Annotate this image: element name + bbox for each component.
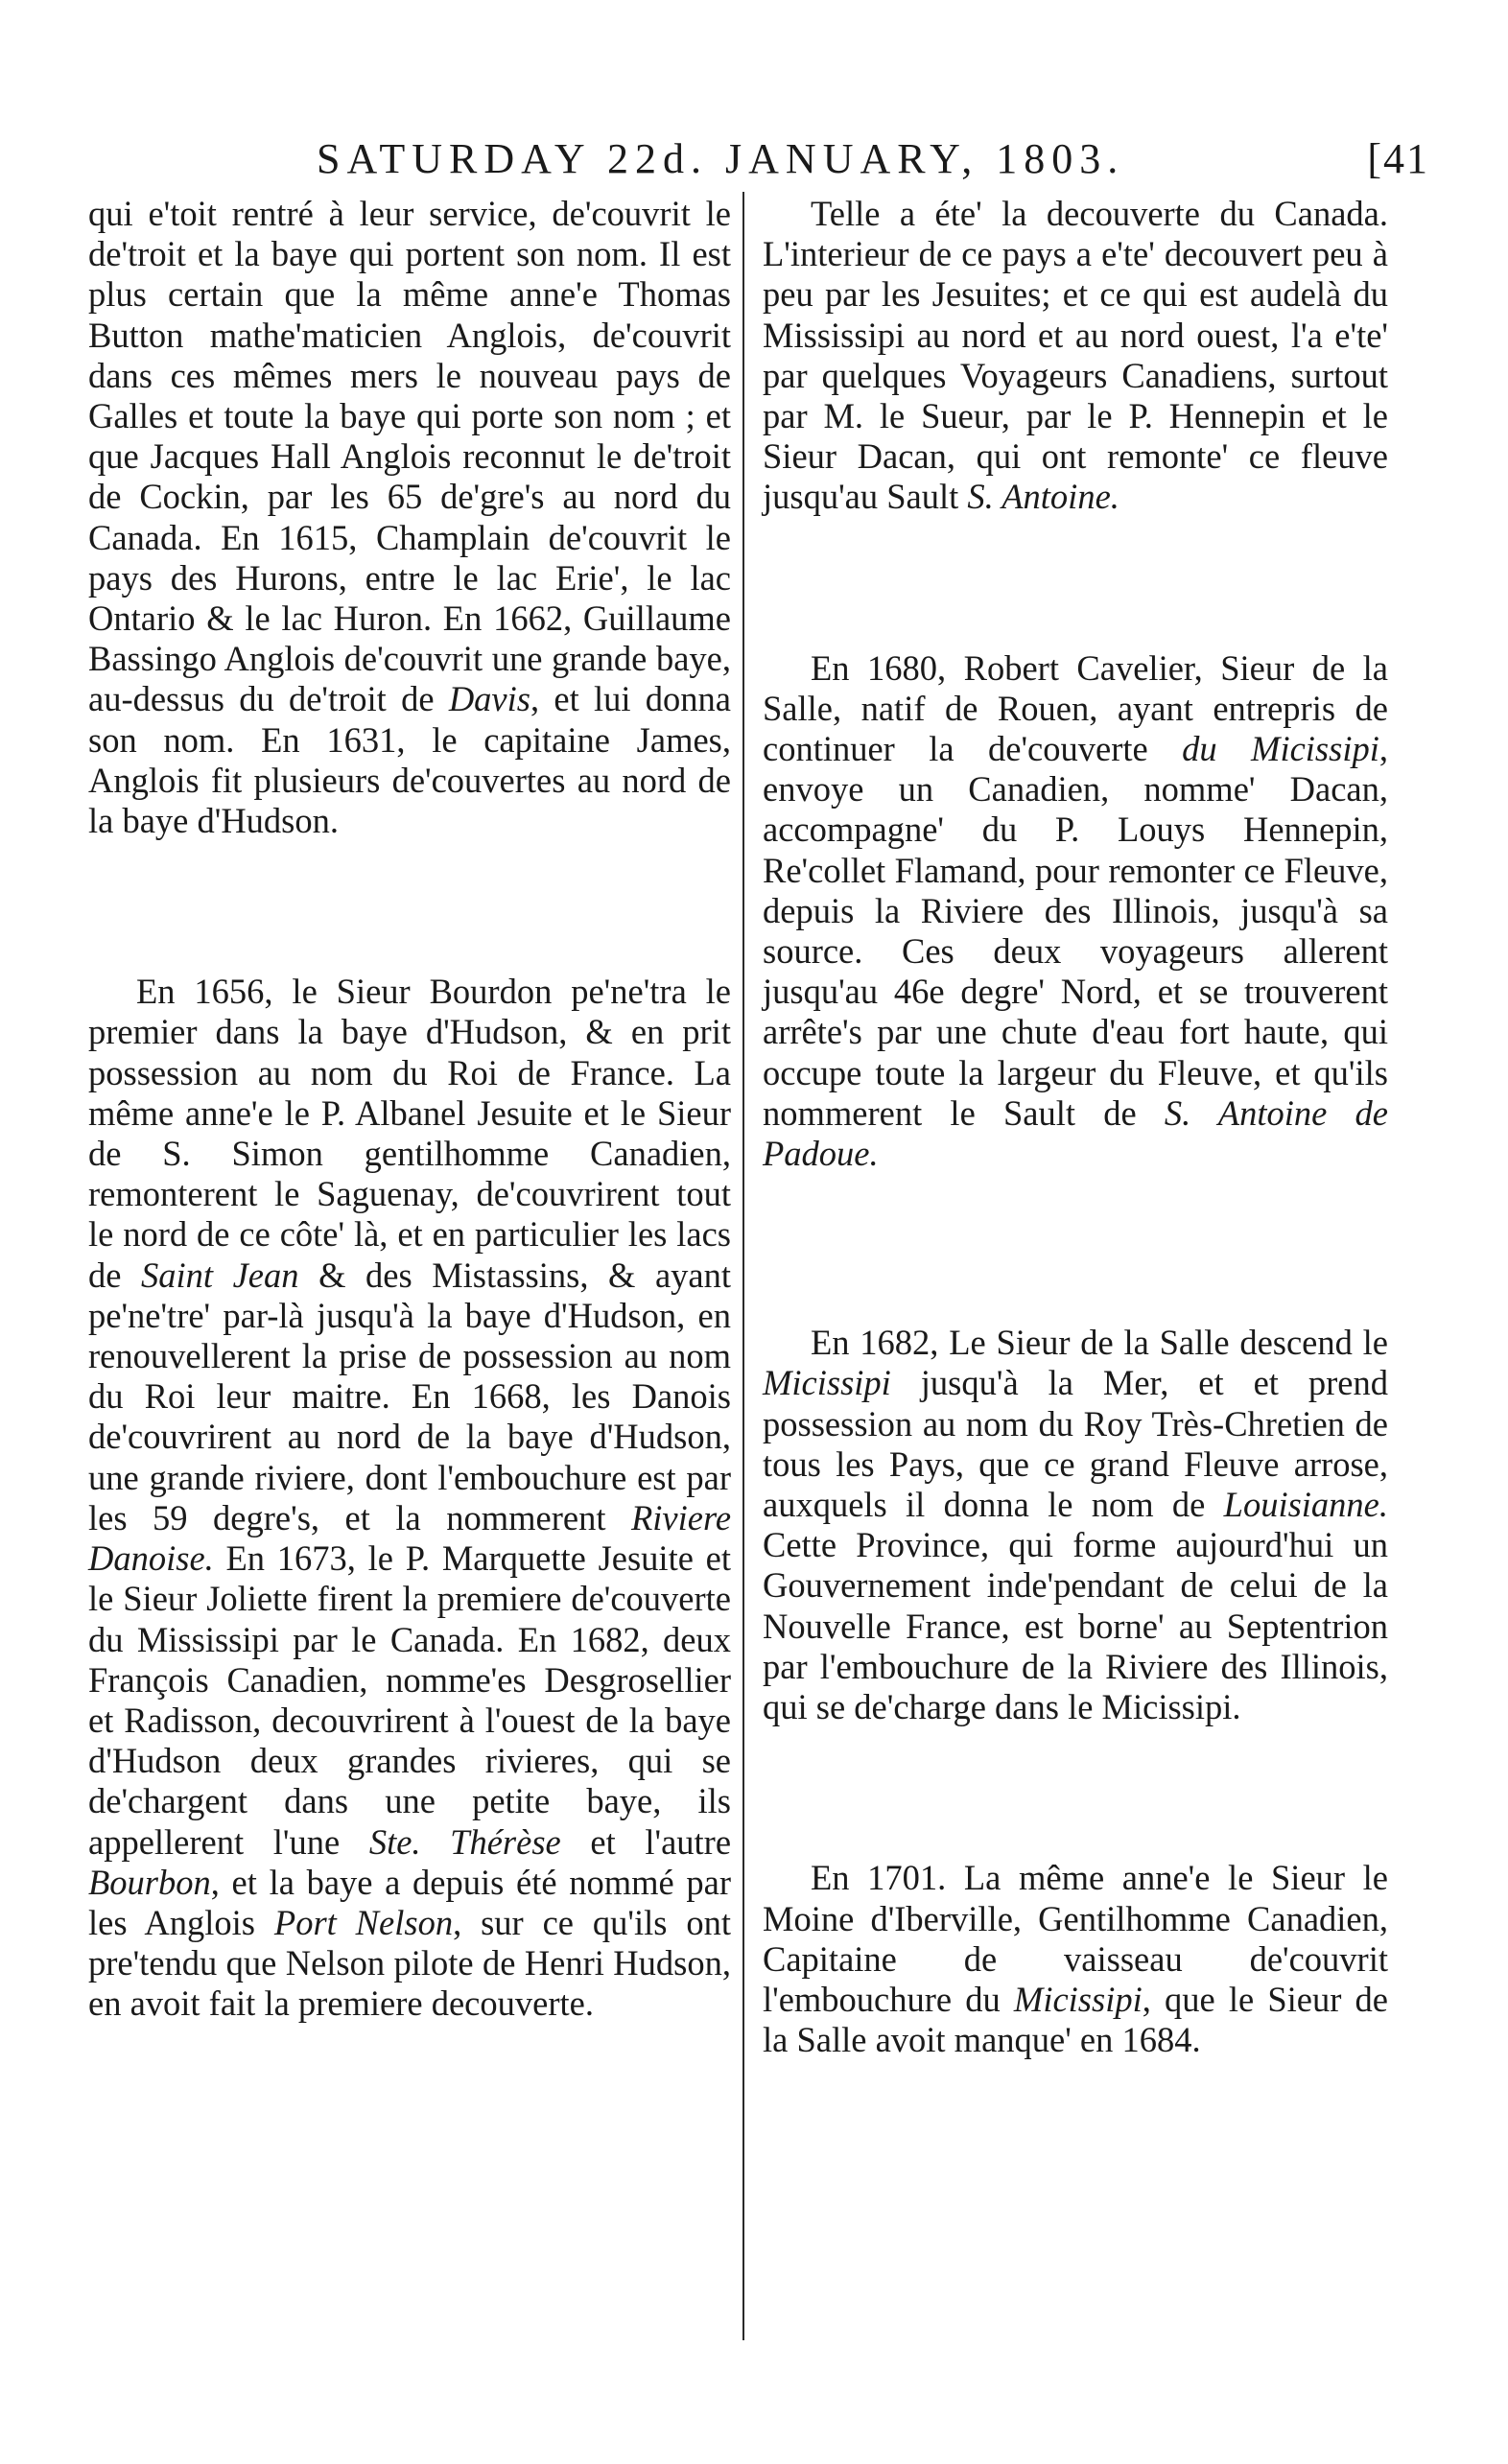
- italic-run: Riviere Danoise.: [88, 1497, 732, 1579]
- text-run: En 1701. La même anne'e le Sieur le Moine d'Iberville, Gentilhomme Canadien, Capitaine de vaisseau de'couvrit l'embouchure du: [763, 1858, 1388, 2019]
- left-paragraph-2: [88, 972, 731, 2024]
- left-paragraph-1: [88, 194, 731, 841]
- italic-run: Saint Jean: [141, 1255, 299, 1295]
- text-run: En 1682, Le Sieur de la Salle descend le: [811, 1323, 1388, 1363]
- text-run: , que le Sieur de la Salle avoit manque' en 1684.: [763, 1979, 1388, 2060]
- italic-run: S. Antoine de Padoue.: [763, 1092, 1388, 1174]
- right-paragraph-3: [763, 1323, 1388, 1727]
- column-divider: [742, 192, 744, 2340]
- italic-run: Ste. Thérèse: [368, 1821, 561, 1862]
- right-paragraph-2: [763, 648, 1388, 1175]
- header-date: SATURDAY 22d. JANUARY, 1803.: [317, 135, 1125, 182]
- left-column: [88, 194, 731, 2025]
- italic-run: Davis: [448, 679, 530, 719]
- right-paragraph-4: [763, 1858, 1388, 2060]
- italic-run: Port Nelson: [273, 1902, 454, 1942]
- text-run: Cette Province, qui forme aujourd'hui un Gouvernement inde'pendant de celui de la Nouvelle France, est borne' au Septentrion par l'embouchure de la Riviere des Illinois, qui se de'charge dans le Micissipi.: [763, 1525, 1388, 1727]
- text-run: Telle a éte' la decouverte du Canada. L'interieur de ce pays a e'te' decouvert peu à peu par les Jesuites; et ce qui est audelà du Mississipi au nord et au nord ouest, l'a e'te' par quelques Voyageurs Canadiens, surtout par M. le Sueur, par le P. Hennepin et le Sieur Dacan, qui ont remonte' ce fleuve jusqu'au Sault: [763, 194, 1388, 517]
- text-run: , et la baye a depuis été nommé par les Anglois: [88, 1862, 731, 1942]
- italic-run: Micissipi: [763, 1363, 891, 1403]
- italic-run: S. Antoine.: [967, 477, 1119, 517]
- text-run: En 1680, Robert Cavelier, Sieur de la Salle, natif de Rouen, ayant entrepris de continuer la de'couverte: [763, 647, 1388, 769]
- page-header: [317, 134, 1429, 192]
- text-run: jusqu'à la Mer, et et prend possession au nom du Roy Très-Chretien de tous les Pays, que ce grand Fleuve arrose, auxquels il donna le nom de: [763, 1363, 1388, 1525]
- italic-run: du Micissipi: [1182, 729, 1379, 769]
- text-run: En 1673, le P. Marquette Jesuite et le Sieur Joliette firent la premiere de'couverte du Mississipi par le Canada. En 1682, deux François Canadien, nomme'es Desgrosellier et Radisson, decouvrirent à l'ouest de la baye d'Hudson deux grandes rivieres, qui se de'chargent dans une petite baye, ils appellerent l'une: [88, 1538, 731, 1862]
- text-run: et l'autre: [590, 1821, 732, 1862]
- text-run: & des Mistassins, & ayant pe'ne'tre' par-là jusqu'à la baye d'Hudson, en renouvellerent la prise de possession au nom du Roi leur maitre. En 1668, les Danois de'couvrirent au nord de la baye d'Hudson, une grande riviere, dont l'embouchure est par les 59 degre's, et la nommerent: [88, 1255, 732, 1537]
- italic-run: Bourbon: [88, 1862, 211, 1902]
- italic-run: Louisianne.: [1223, 1485, 1389, 1525]
- right-paragraph-1: [763, 194, 1388, 518]
- text-run: , sur ce qu'ils ont pre'tendu que Nelson pilote de Henri Hudson, en avoit fait la premiere decouverte.: [88, 1902, 731, 2024]
- page-number: [41: [1367, 135, 1429, 182]
- text-run: , envoye un Canadien, nomme' Dacan, accompagne' du P. Louys Hennepin, Re'collet Flamand, pour remonter ce Fleuve, depuis la Riviere des Illinois, jusqu'à sa source. Ces deux voyageurs allerent jusqu'au 46e degre' Nord, et se trouverent arrête's par une chute d'eau fort haute, qui occupe toute la largeur du Fleuve, et qu'ils nommerent le Sault de: [763, 729, 1388, 1133]
- text-run: qui e'toit rentré à leur service, de'couvrit le de'troit et la baye qui portent son nom. Il est plus certain que la même anne'e Thomas Button mathe'maticien Anglois, de'couvrit dans ces mêmes mers le nouveau pays de Galles et toute la baye qui porte son nom ; et que Jacques Hall Anglois reconnut le de'troit de Cockin, par les 65 de'gre's au nord du Canada. En 1615, Champlain de'couvrit le pays des Hurons, entre le lac Erie', le lac Ontario & le lac Huron. En 1662, Guillaume Bassingo Anglois de'couvrit une grande baye, au-dessus du de'troit de: [88, 194, 731, 719]
- text-run: En 1656, le Sieur Bourdon pe'ne'tra le premier dans la baye d'Hudson, & en prit possession au nom du Roi de France. La même anne'e le P. Albanel Jesuite et le Sieur de S. Simon gentilhomme Canadien, remonterent le Saguenay, de'couvrirent tout le nord de ce côte' là, et en particulier les lacs de: [88, 972, 731, 1295]
- text-run: , et lui donna son nom. En 1631, le capitaine James, Anglois fit plusieurs de'couvertes au nord de la baye d'Hudson.: [88, 679, 731, 841]
- italic-run: Micissipi: [1013, 1979, 1143, 2019]
- right-column: [763, 194, 1388, 2060]
